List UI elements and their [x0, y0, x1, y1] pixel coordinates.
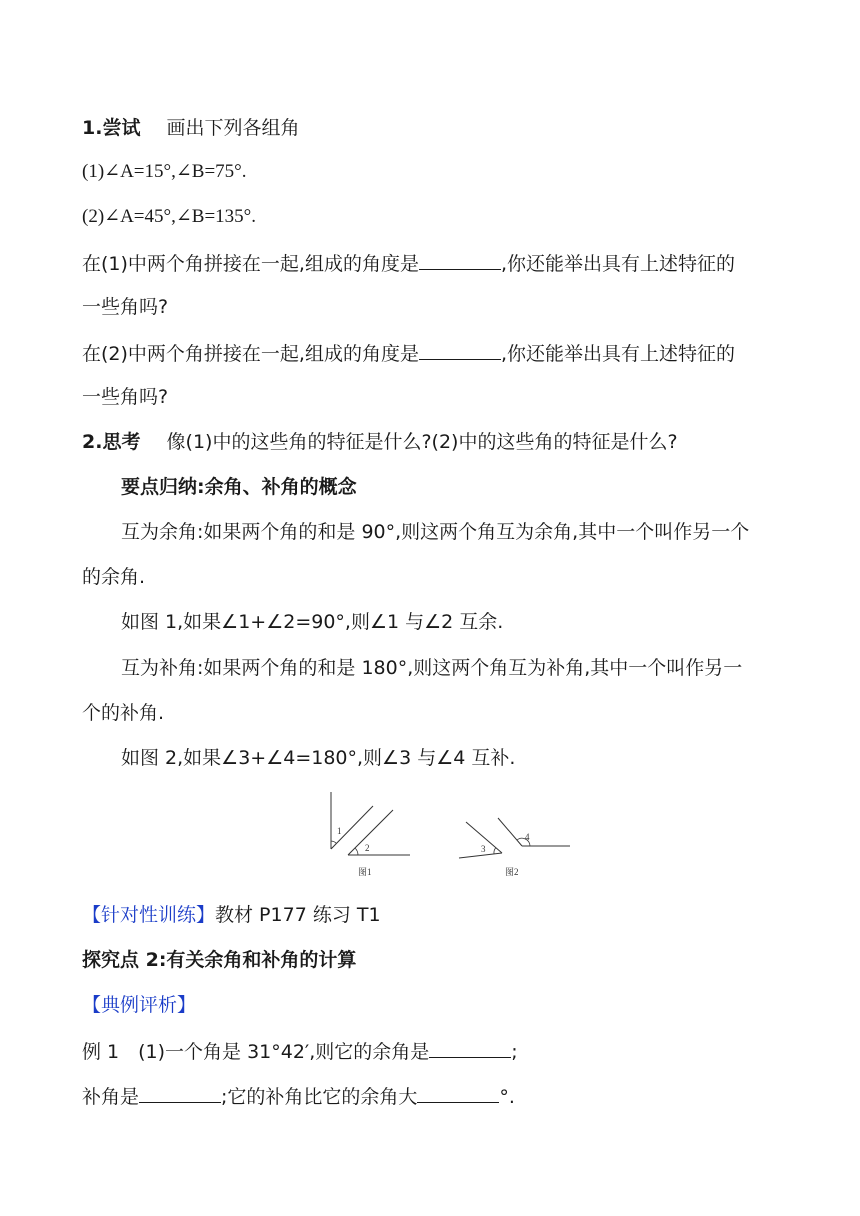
supplementary-definition-line1: 互为补角:如果两个角的和是 180°,则这两个角互为补角,其中一个叫作另一: [121, 657, 743, 679]
question1-line2: 一些角吗?: [82, 296, 169, 318]
angle-figures-svg: [318, 784, 578, 884]
answer-blank-supplement[interactable]: [139, 1082, 221, 1103]
fig2-angle4-ray-a: [498, 818, 522, 846]
section2-label: 2.思考: [82, 431, 141, 453]
example1-line2: [82, 1082, 515, 1110]
question1-after: ,你还能举出具有上述特征的: [500, 253, 736, 275]
section1-item2: (2)∠A=45°,∠B=135°.: [82, 206, 257, 227]
fig1-label-2: 2: [365, 843, 370, 853]
example1-line1: [82, 1037, 518, 1065]
section1-item1: (1)∠A=15°,∠B=75°.: [82, 161, 247, 182]
question2-after: ,你还能举出具有上述特征的: [500, 343, 736, 365]
answer-blank-2[interactable]: [419, 339, 501, 360]
question1-before: 在(1)中两个角拼接在一起,组成的角度是: [82, 253, 419, 275]
training-line: [82, 902, 381, 928]
answer-blank-complement[interactable]: [429, 1037, 511, 1058]
section2-text: 像(1)中的这些角的特征是什么?(2)中的这些角的特征是什么?: [166, 431, 678, 453]
supplementary-example: 如图 2,如果∠3+∠4=180°,则∠3 与∠4 互补.: [121, 747, 516, 769]
example1-part1-before: 例 1 (1)一个角是 31°42′,则它的余角是: [82, 1041, 430, 1063]
fig1-middle-ray: [348, 810, 393, 855]
complementary-example: 如图 1,如果∠1+∠2=90°,则∠1 与∠2 互余.: [121, 611, 504, 633]
example1-part1-after: ;: [511, 1041, 518, 1063]
answer-blank-difference[interactable]: [417, 1082, 499, 1103]
section1-heading: [82, 115, 300, 141]
section2-heading: [82, 429, 678, 455]
example-analysis-label: 【典例评析】: [82, 994, 197, 1016]
explore2-title: 探究点 2:有关余角和补角的计算: [82, 949, 357, 971]
section1-label: 1.尝试: [82, 117, 141, 139]
example1-line2-c: °.: [499, 1086, 515, 1108]
question2-line2: 一些角吗?: [82, 386, 169, 408]
fig1-angle1-arc: [331, 841, 337, 844]
complementary-definition-line2: 的余角.: [82, 566, 146, 588]
fig2-angle3-arc: [494, 848, 496, 855]
fig1-caption: 图1: [358, 867, 372, 877]
training-bracket-label: 【针对性训练】: [82, 904, 216, 926]
training-text: 教材 P177 练习 T1: [215, 904, 381, 926]
fig1-label-1: 1: [337, 826, 342, 836]
fig1-angle2-arc: [355, 848, 358, 855]
supplementary-definition-line2: 个的补角.: [82, 702, 165, 724]
angle-figures: [318, 784, 578, 884]
fig2-label-3: 3: [481, 844, 486, 854]
example1-line2-a: 补角是: [82, 1086, 140, 1108]
fig2-caption: 图2: [505, 867, 519, 877]
summary-title: 要点归纳:余角、补角的概念: [121, 476, 357, 498]
figure1: [331, 792, 410, 877]
figure2: [459, 818, 570, 877]
fig2-label-4: 4: [525, 832, 530, 842]
question1-line1: [82, 249, 735, 277]
section1-text: 画出下列各组角: [166, 117, 300, 139]
answer-blank-1[interactable]: [419, 249, 501, 270]
example1-line2-b: ;它的补角比它的余角大: [221, 1086, 418, 1108]
question2-line1: [82, 339, 735, 367]
complementary-definition-line1: 互为余角:如果两个角的和是 90°,则这两个角互为余角,其中一个叫作另一个: [121, 521, 750, 543]
question2-before: 在(2)中两个角拼接在一起,组成的角度是: [82, 343, 419, 365]
